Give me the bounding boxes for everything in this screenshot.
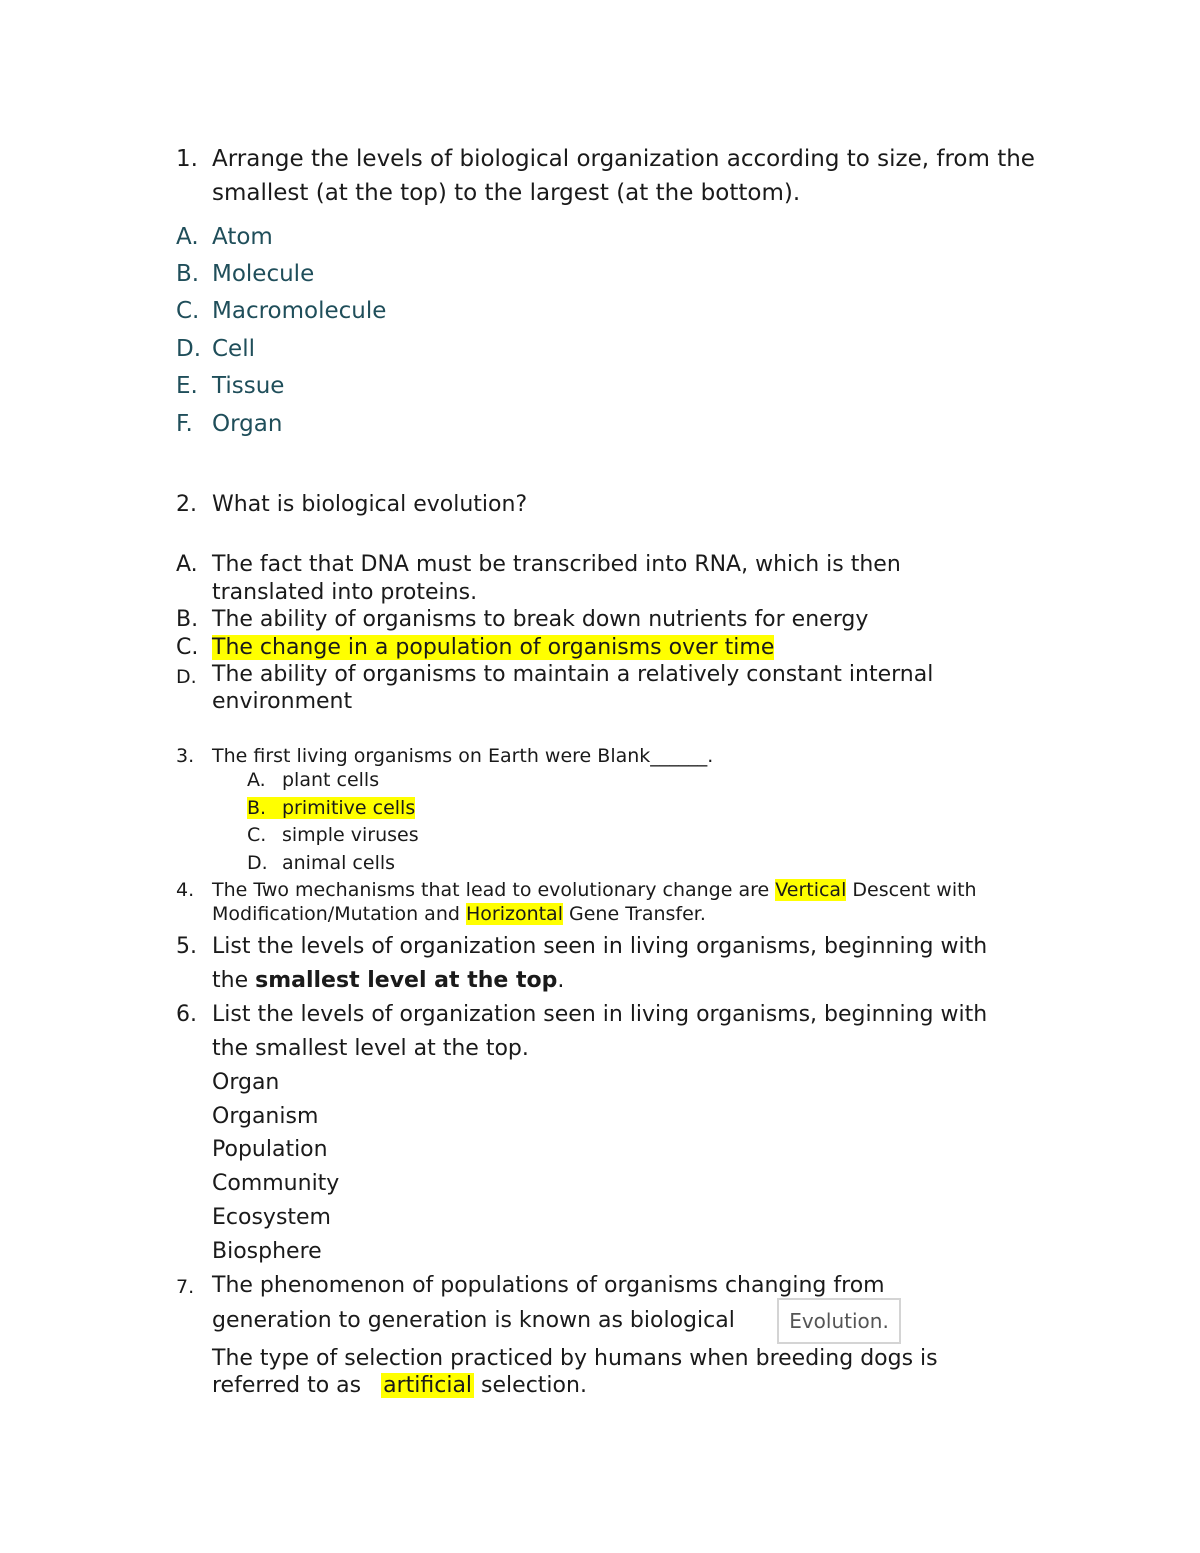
- q7-number: 7.: [176, 1276, 195, 1298]
- option-text: Cell: [212, 336, 255, 362]
- option-text-highlighted: primitive cells: [282, 797, 416, 819]
- q3-number: 3.: [176, 745, 195, 767]
- option-letter: C.: [176, 298, 200, 324]
- q7-text-line3: The type of selection practiced by humans when breeding dogs is: [212, 1346, 938, 1371]
- option-text: The ability of organisms to break down nutrients for energy: [212, 607, 869, 632]
- q5-part-a: the: [212, 968, 256, 993]
- q5-bold-phrase: smallest level at the top: [255, 968, 558, 993]
- q4-part3: Modification/Mutation and: [212, 903, 466, 925]
- q6-item-text: Community: [212, 1171, 340, 1196]
- option-text-cont: translated into proteins.: [212, 580, 478, 605]
- q4-part1: The Two mechanisms that lead to evolutionary change are: [212, 879, 776, 901]
- option-text: simple viruses: [282, 824, 419, 846]
- q6-item-text: Ecosystem: [212, 1205, 331, 1230]
- option-text: The ability of organisms to maintain a relatively constant internal: [212, 662, 934, 687]
- option-letter: B.: [176, 607, 199, 632]
- q1-text-line2: smallest (at the top) to the largest (at the bottom).: [212, 180, 801, 206]
- q4-highlight-horizontal: Horizontal: [465, 903, 563, 925]
- q7-part-a: referred to as: [212, 1373, 362, 1398]
- option-text: Atom: [212, 224, 273, 250]
- q5-part-c: .: [557, 968, 565, 993]
- q4-number: 4.: [176, 879, 195, 901]
- option-text-highlighted: The change in a population of organisms over time: [212, 635, 775, 660]
- option-letter: A.: [176, 224, 199, 250]
- q4-highlight-vertical: Vertical: [775, 879, 847, 901]
- q7-text-line1: The phenomenon of populations of organisms changing from: [212, 1273, 885, 1298]
- option-letter: A.: [247, 769, 266, 791]
- option-letter: B.: [176, 261, 200, 287]
- q2-text: What is biological evolution?: [212, 492, 528, 517]
- q7-highlight-artificial: artificial: [383, 1373, 473, 1398]
- q5-text-line1: List the levels of organization seen in living organisms, beginning with: [212, 934, 988, 959]
- option-letter: B.: [247, 797, 301, 819]
- q7-answer-box[interactable]: Evolution.: [777, 1298, 901, 1344]
- option-text-cont: environment: [212, 689, 353, 714]
- option-text: Tissue: [212, 373, 285, 399]
- option-text: Organ: [212, 411, 283, 437]
- option-letter: D.: [176, 666, 197, 688]
- q4-text-line2: [212, 903, 706, 925]
- option-letter: E.: [176, 373, 198, 399]
- q4-part4: Gene Transfer.: [562, 903, 706, 925]
- option-letter: F.: [176, 411, 193, 437]
- option-text: Macromolecule: [212, 298, 387, 324]
- q4-part2: Descent with: [846, 879, 977, 901]
- option-letter: D.: [176, 336, 202, 362]
- option-text: plant cells: [282, 769, 380, 791]
- q6-item-text: Population: [212, 1137, 328, 1162]
- q6-text-line1: List the levels of organization seen in living organisms, beginning with: [212, 1002, 988, 1027]
- q1-text-line1: Arrange the levels of biological organization according to size, from the: [212, 146, 1035, 172]
- q4-text-line1: [212, 879, 977, 901]
- q6-text-line2: the smallest level at the top.: [212, 1036, 529, 1061]
- option-text: The fact that DNA must be transcribed into RNA, which is then: [212, 552, 901, 577]
- q5-number: 5.: [176, 934, 197, 959]
- q7-text-line4: [212, 1373, 587, 1398]
- q7-part-b: selection.: [474, 1373, 587, 1398]
- q3-text: The first living organisms on Earth were Blank______.: [212, 745, 714, 767]
- option-text: Molecule: [212, 261, 315, 287]
- option-letter: D.: [247, 852, 268, 874]
- q6-item-text: Organism: [212, 1104, 319, 1129]
- q6-number: 6.: [176, 1002, 197, 1027]
- option-letter: C.: [176, 635, 199, 660]
- q6-item-text: Organ: [212, 1070, 280, 1095]
- q7-text-line2: generation to generation is known as biological: [212, 1308, 735, 1333]
- q5-text-line2: [212, 968, 564, 993]
- q6-item-text: Biosphere: [212, 1239, 322, 1264]
- option-text: animal cells: [282, 852, 396, 874]
- option-letter: A.: [176, 552, 198, 577]
- q2-number: 2.: [176, 492, 197, 517]
- option-letter: C.: [247, 824, 267, 846]
- q1-number: 1.: [176, 146, 198, 172]
